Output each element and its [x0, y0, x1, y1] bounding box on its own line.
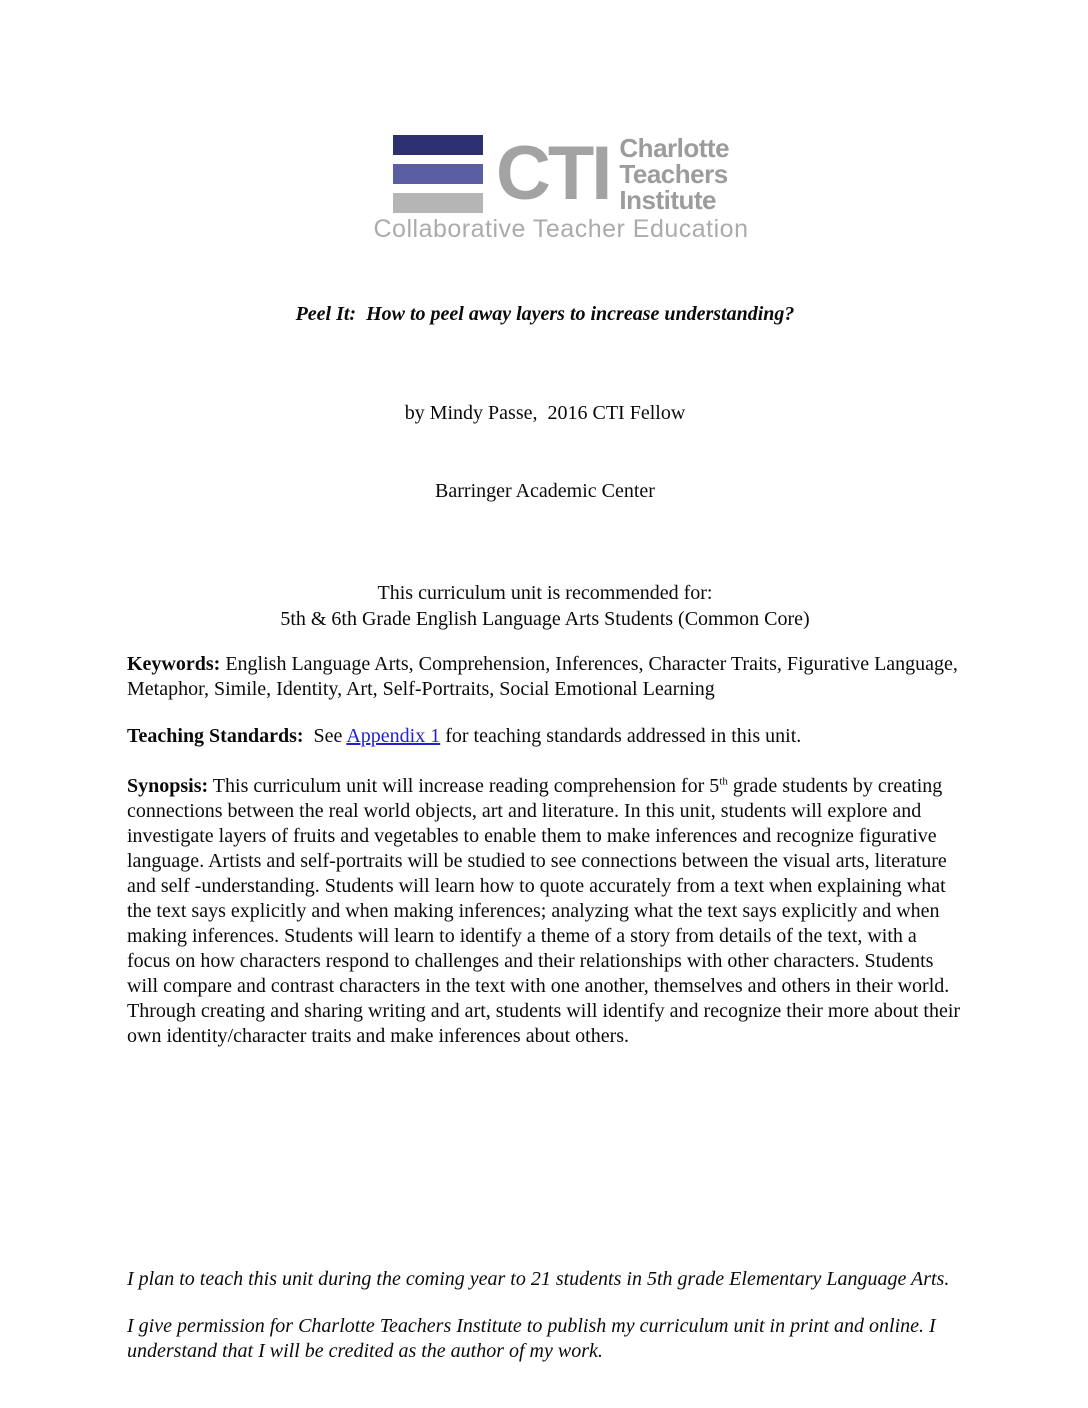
teaching-standards-pre: See [303, 725, 347, 747]
logo-tagline: Collaborative Teacher Education [373, 215, 749, 243]
cti-logo-row [393, 131, 730, 216]
teaching-standards-paragraph [127, 724, 963, 749]
teaching-plan-note: I plan to teach this unit during the coming year to 21 students in 5th grade Elementary Language Arts. [127, 1268, 950, 1290]
recommendation-line-1: This curriculum unit is recommended for: [377, 582, 713, 604]
logo-bar-middle [393, 164, 483, 184]
synopsis-paragraph [127, 774, 963, 1049]
byline [127, 348, 963, 556]
author-line: by Mindy Passe, 2016 CTI Fellow [404, 402, 686, 424]
recommendation-line-2: 5th & 6th Grade English Language Arts Students (Common Core) [280, 608, 810, 630]
unit-title: Peel It: How to peel away layers to increase understanding? [295, 303, 795, 325]
recommendation [127, 580, 963, 632]
logo-org-line-1: Charlotte [619, 133, 730, 163]
school-line: Barringer Academic Center [435, 480, 655, 502]
logo-bar-bottom [393, 193, 483, 213]
permission-note: I give permission for Charlotte Teachers Institute to publish my curriculum unit in print and online. I understand that I will be credited as the author of my work. [127, 1315, 936, 1362]
synopsis-text-start: This curriculum unit will increase reading comprehension for 5 [208, 775, 720, 797]
appendix-1-link[interactable]: Appendix 1 [346, 725, 441, 747]
keywords-label: Keywords: [127, 653, 221, 675]
keywords-list: English Language Arts, Comprehension, Inferences, Character Traits, Figurative Language, Metaphor, Simile, Identity, Art, Self-Portraits, Social Emotional Learning [127, 653, 958, 700]
logo-bars-icon [393, 135, 483, 213]
synopsis-label: Synopsis: [127, 775, 209, 797]
document-content [0, 302, 1088, 1364]
grade-superscript: th [719, 775, 728, 788]
logo-org-name [619, 135, 729, 213]
teaching-standards-label: Teaching Standards: [127, 725, 304, 747]
cti-logo [17, 131, 1088, 243]
logo-org-line-3: Institute [619, 185, 717, 215]
synopsis-text-rest: grade students by creating connections between the real world objects, art and literature. In this unit, students will explore and investigate layers of fruits and vegetables to enable them to make inferences and recognize figurative language. Artists and self-portraits will be studied to see connections between the visual arts, literature and self -understanding. Students will learn how to quote accurately from a text when explaining what the text says explicitly and when making inferences; analyzing what the text says explicitly and when making inferences. Students will learn to identify a theme of a story from details of the text, with a focus on how characters respond to challenges and their relationships with other characters. Students will compare and contrast characters in the text with one another, themselves and others in their world. Through creating and sharing writing and art, students will identify and recognize their more about their own identity/character traits and make inferences about others. [127, 775, 961, 1047]
logo-org-line-2: Teachers [619, 159, 728, 189]
teaching-standards-post: for teaching standards addressed in this unit. [440, 725, 802, 747]
logo-bar-top [393, 135, 483, 155]
keywords-paragraph [127, 652, 963, 702]
logo-acronym: CTI [495, 131, 610, 216]
